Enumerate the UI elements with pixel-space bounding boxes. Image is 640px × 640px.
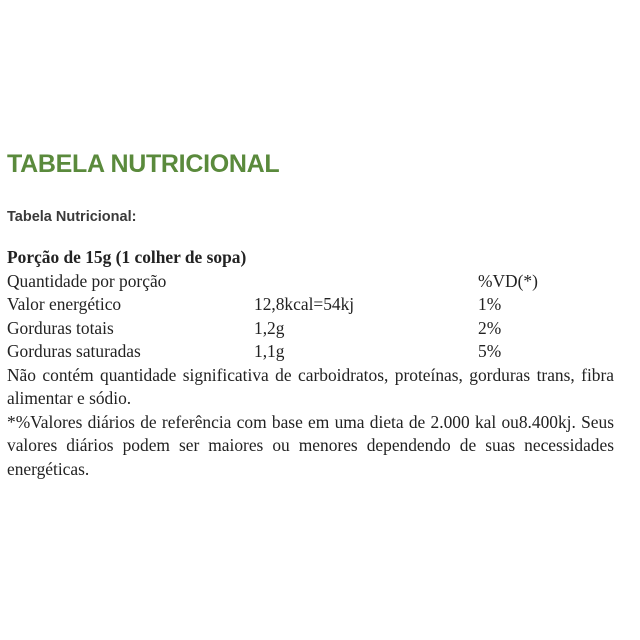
nutrient-name: Valor energético xyxy=(7,294,122,314)
nutrient-name: Gorduras totais xyxy=(7,317,114,338)
nutrient-name: Gorduras saturadas xyxy=(7,341,141,361)
table-row xyxy=(7,293,614,317)
nutrient-amount: 1,2g xyxy=(254,317,285,338)
page-title: TABELA NUTRICIONAL xyxy=(7,150,280,178)
nutrient-vd: 5% xyxy=(478,341,502,361)
section-subtitle: Tabela Nutricional: xyxy=(7,209,137,225)
daily-value-footnote: *%Valores diários de referência com base em uma dieta de 2.000 kal ou8.400kj. Seus valores diários podem ser maiores ou menores dependendo de suas necessidades energéticas. xyxy=(7,411,614,479)
nutrition-note: Não contém quantidade significativa de carboidratos, proteínas, gorduras trans, fibra alimentar e sódio. xyxy=(7,364,614,408)
header-quantity-label: Quantidade por porção xyxy=(7,270,167,291)
portion-size: Porção de 15g (1 colher de sopa) xyxy=(7,247,247,267)
header-vd-label: %VD(*) xyxy=(478,270,538,291)
nutrient-vd: 2% xyxy=(478,317,502,338)
table-row xyxy=(7,340,614,364)
table-row xyxy=(7,317,614,341)
nutrient-amount: 1,1g xyxy=(254,341,285,361)
nutrient-amount: 12,8kcal=54kj xyxy=(254,294,355,314)
nutrition-table xyxy=(7,246,614,481)
table-header-row xyxy=(7,270,614,294)
nutrient-vd: 1% xyxy=(478,294,502,314)
